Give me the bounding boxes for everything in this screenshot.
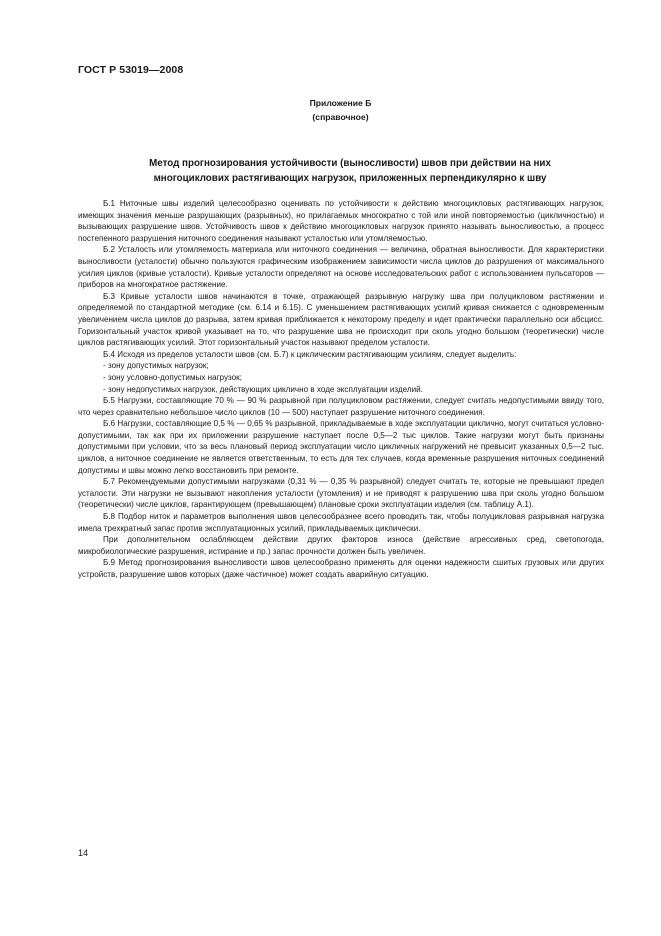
document-code: ГОСТ Р 53019—2008 xyxy=(78,64,184,76)
section-title-line-2: многоциклових растягивающих нагрузок, приложенных перпендикулярно к шву xyxy=(153,173,547,184)
paragraph-b3: Б.3 Кривые усталости швов начинаются в точке, отражающей разрывную нагрузку шва при полуцикловом растяжении и определяемой по стандартной методике (см. 6.14 и 6.15). С уменьшением растягивающих усилий кривая снижается с одновременным увеличением числа циклов до разрыва, затем кривая приближается к некоторому пределу и идет практически параллельно оси абсцисс. Горизонтальный участок кривой указывает на то, что разрушение шва не происходит при сколь угодно большом (теоретически) числе циклов растягивающих усилий. Этот горизонтальный участок называют пределом усталости. xyxy=(78,291,604,348)
paragraph-b6: Б.6 Нагрузки, составляющие 0,5 % — 0,65 % разрывной, прикладываемые в ходе эксплуатации циклично, могут считаться условно-допустимыми, так как при их приложении разрушение наступает после 0,5—2 тыс циклов. Такие нагрузки могут быть признаны допустимыми при условии, что за весь плановый период эксплуатации число цикличных нагружений не превысит указанных 0,5—2 тыс. циклов, а ниточное соединение не является ответственным, то есть для тех случаев, когда временные разрушения ниточных соединений допустимы и швы можно легко восстановить при ремонте. xyxy=(78,419,604,475)
page-number: 14 xyxy=(78,848,89,858)
appendix-heading xyxy=(0,96,661,124)
paragraph-b8: Б.8 Подбор ниток и параметров выполнения швов целесообразнее всего проводить так, чтобы полуцикловая разрывная нагрузка имела трехкратный запас против эксплуатационных усилий, прикладываемых циклически. xyxy=(78,512,604,533)
paragraph-b8-extra: При дополнительном ослабляющем действии других факторов износа (действие агрессивных сред, светопогода, микробиологические разрушения, истирание и пр.) запас прочности должен быть увеличен. xyxy=(78,535,604,556)
list-item: - зону условно-допустимых нагрузок; xyxy=(103,372,242,382)
paragraph-b5: Б.5 Нагрузки, составляющие 70 % — 90 % разрывной при полуцикловом растяжении, следует считать недопустимыми ввиду того, что через сравнительно небольшое число циклов (10 — 500) наступает разрушение ниточного соединения. xyxy=(78,396,604,417)
paragraph-b9: Б.9 Метод прогнозирования выносливости швов целесообразно применять для оценки надежности сшитых грузовых или других устройств, разрушение швов которых (даже частичное) может создать аварийную ситуацию. xyxy=(78,558,604,579)
paragraph-b7: Б.7 Рекомендуемыми допустимыми нагрузками (0,31 % — 0,35 % разрывной) следует считать те, которые не превышают предел усталости. Эти нагрузки не вызывают накопления усталости (утомления) и не приводят к разрушению шва при сколь угодно большом (теоретически) числе циклов, гарантирующем (превышающем) плановые сроки эксплуатации изделия (см. таблицу А.1). xyxy=(78,477,604,510)
paragraph-b2: Б.2 Усталость или утомляемость материала или ниточного соединения — величина, обратная выносливости. Для характеристики выносливости (усталости) обычно пользуются графическим изображением зависимости числа циклов до разрушения от максимального усилия циклов (кривые усталости). Кривые усталости определяют на основе исследовательских работ с использованием пульсаторов — приборов на многократное растяжение. xyxy=(78,245,604,290)
document-body xyxy=(78,198,604,581)
appendix-label: Приложение Б xyxy=(309,98,372,108)
list-item: - зону допустимых нагрузок; xyxy=(103,361,209,371)
list-item: - зону недопустимых нагрузок, действующих циклично в ходе эксплуатации изделий. xyxy=(103,384,423,394)
section-title xyxy=(100,156,600,186)
paragraph-b1: Б.1 Ниточные швы изделий целесообразно оценивать по устойчивости к действию многоцикловых растягивающих нагрузок, имеющих значения меньше разрушающих (разрывных), но прилагаемых многократно с той или иной повторяемостью (цикличностью) и вызывающих разрушение швов. Устойчивость швов к действию многоцикловых нагрузок принято называть выносливостью, а процесс постепенного разрушения ниточного соединения называют усталостью или утомляемостью. xyxy=(78,199,604,243)
paragraph-b4: Б.4 Исходя из пределов усталости швов (см. Б.7) к циклическим растягивающим усилиям, следует выделить: xyxy=(103,349,517,359)
load-zones-list xyxy=(78,360,604,395)
appendix-type: (справочное) xyxy=(312,112,369,122)
section-title-line-1: Метод прогнозирования устойчивости (выносливости) швов при действии на них xyxy=(149,158,551,169)
